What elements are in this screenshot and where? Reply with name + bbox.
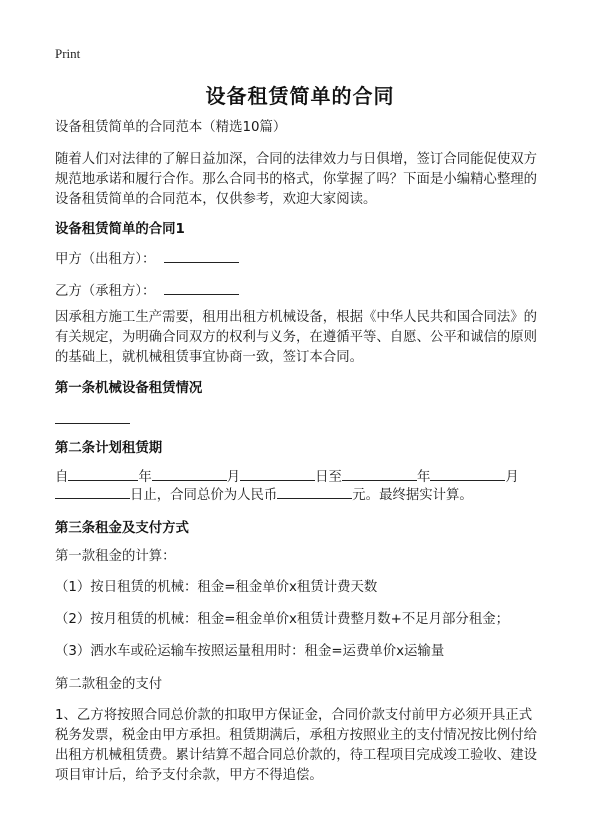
preamble-line: 有关规定，为明确合同双方的权利与义务，在遵循平等、自愿、公平和诚信的原则	[55, 330, 538, 345]
clause1-item: （1）按日租赁的机械：租金=租金单价x租赁计费天数	[55, 580, 378, 595]
payment-line: 项目审计后，给予支付余款，甲方不得追偿。	[55, 768, 323, 783]
article1-heading: 第一条机械设备租赁情况	[55, 381, 203, 396]
blank	[240, 466, 315, 481]
period-yuan: 元。最终据实计算。	[352, 488, 473, 503]
party-b-row	[55, 280, 239, 302]
period-from: 自	[55, 470, 69, 485]
contract-heading: 设备租赁简单的合同1	[55, 222, 185, 237]
clause1-item: （3）洒水车或砼运输车按照运量租用时：租金=运费单价x运输量	[55, 644, 445, 659]
intro-line: 随着人们对法律的了解日益加深，合同的法律效力与日俱增，签订合同能促使双方	[55, 152, 538, 167]
payment-line: 出租方机械租赁费。累计结算不超合同总价款的，待工程项目完成竣工验收、建设	[55, 748, 538, 763]
article2-heading: 第二条计划租赁期	[55, 441, 163, 456]
party-a-label: 甲方（出租方）：	[55, 252, 156, 267]
preamble-line: 的基础上，就机械租赁事宜协商一致，签订本合同。	[55, 350, 363, 365]
payment-line: 1、乙方将按照合同总价款的扣取甲方保证金，合同价款支付前甲方必须开具正式	[55, 708, 533, 723]
blank	[342, 466, 417, 481]
preamble-paragraph	[55, 308, 555, 368]
party-a-row	[55, 248, 239, 270]
party-b-blank	[164, 280, 239, 295]
period-row-2	[55, 484, 473, 506]
intro-paragraph	[55, 150, 555, 210]
clause1-item: （2）按月租赁的机械：租金=租金单价x租赁计费整月数+不足月部分租金；	[55, 612, 509, 627]
period-year: 年	[138, 470, 152, 485]
clause1-heading: 第一款租金的计算：	[55, 549, 176, 564]
print-link[interactable]: Print	[55, 46, 81, 61]
blank	[277, 484, 352, 499]
blank	[152, 466, 227, 481]
period-month: 月	[226, 470, 241, 485]
period-day-to: 日至	[315, 470, 342, 485]
party-b-label: 乙方（承租方）：	[55, 284, 156, 299]
payment-line: 税务发票，税金由甲方承担。租赁期满后，承租方按照业主的支付情况按比例付给	[55, 728, 538, 743]
article1-blank	[55, 411, 130, 424]
period-year2: 年	[416, 470, 431, 485]
intro-line: 设备租赁简单的合同范本，仅供参考，欢迎大家阅读。	[55, 192, 377, 207]
period-month2: 月	[505, 470, 519, 485]
party-a-blank	[164, 248, 239, 263]
payment-paragraph	[55, 706, 555, 786]
document-subtitle: 设备租赁简单的合同范本（精选10篇）	[55, 120, 287, 135]
document-title: 设备租赁简单的合同	[205, 84, 395, 108]
blank	[68, 466, 138, 481]
period-day-end: 日止，合同总价为人民币	[130, 488, 278, 503]
article3-heading: 第三条租金及支付方式	[55, 521, 189, 536]
blank	[55, 484, 130, 499]
intro-line: 规范地承诺和履行合作。那么合同书的格式，你掌握了吗？下面是小编精心整理的	[55, 172, 538, 187]
preamble-line: 因承租方施工生产需要，租用出租方机械设备，根据《中华人民共和国合同法》的	[55, 310, 538, 325]
clause2-heading: 第二款租金的支付	[55, 677, 163, 692]
blank	[430, 466, 505, 481]
